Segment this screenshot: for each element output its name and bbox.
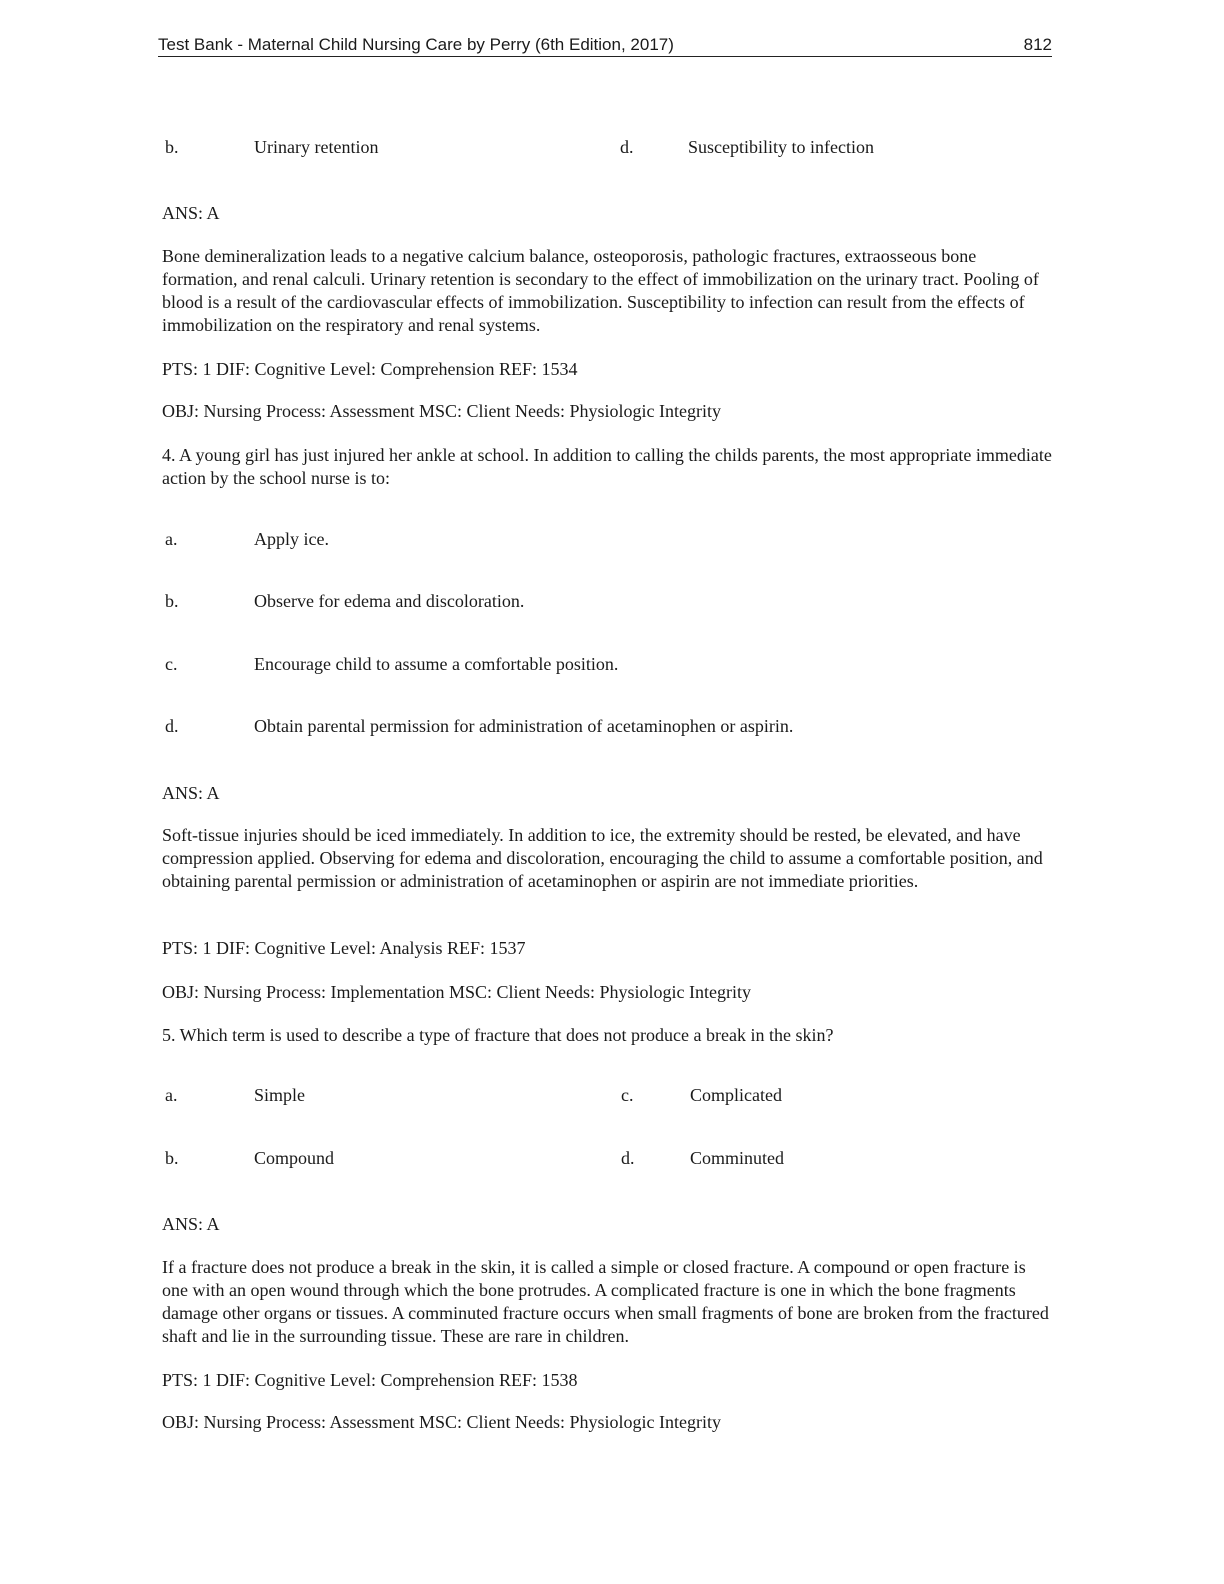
q3-objective: OBJ: Nursing Process: Assessment MSC: Client Needs: Physiologic Integrity: [162, 401, 722, 421]
q5-option-letter-d: d.: [621, 1148, 635, 1168]
q3-answer: ANS: A: [162, 203, 220, 223]
q3-option-letter-b: b.: [165, 137, 179, 157]
q4-objective: OBJ: Nursing Process: Implementation MSC: Client Needs: Physiologic Integrity: [162, 982, 751, 1002]
q5-option-text-d: Comminuted: [690, 1148, 784, 1168]
q4-option-letter-a: a.: [165, 529, 178, 549]
q5-question: 5. Which term is used to describe a type of fracture that does not produce a break in the skin?: [162, 1025, 834, 1045]
q4-option-text-a: Apply ice.: [254, 529, 329, 549]
q4-option-letter-b: b.: [165, 591, 179, 611]
q3-option-letter-d: d.: [620, 137, 634, 157]
q3-rationale: Bone demineralization leads to a negative calcium balance, osteoporosis, pathologic fractures, extraosseous bone formation, and renal calculi. Urinary retention is secondary to the effect of immobilization on the urinary tract. Pooling of blood is a result of the cardiovascular effects of immobilization. Susceptibility to infection can result from the effects of immobilization on the respiratory and renal systems.: [162, 246, 1039, 335]
q5-answer: ANS: A: [162, 1214, 220, 1234]
q4-option-text-b: Observe for edema and discoloration.: [254, 591, 525, 611]
q5-objective: OBJ: Nursing Process: Assessment MSC: Client Needs: Physiologic Integrity: [162, 1412, 722, 1432]
q5-points: PTS: 1 DIF: Cognitive Level: Comprehension REF: 1538: [162, 1370, 578, 1390]
q5-option-letter-b: b.: [165, 1148, 179, 1168]
q4-option-text-c: Encourage child to assume a comfortable position.: [254, 654, 619, 674]
q5-option-letter-c: c.: [621, 1085, 634, 1105]
q4-answer: ANS: A: [162, 783, 220, 803]
q5-option-text-b: Compound: [254, 1148, 335, 1168]
q3-option-text-d: Susceptibility to infection: [688, 137, 874, 157]
q4-option-letter-d: d.: [165, 716, 179, 736]
q3-option-text-b: Urinary retention: [254, 137, 379, 157]
page-number: 812: [1023, 35, 1052, 54]
q4-rationale: Soft-tissue injuries should be iced immediately. In addition to ice, the extremity should be rested, be elevated, and have compression applied. Observing for edema and discoloration, encouraging the child to assume a comfortable position, and obtaining parental permission or administration of acetaminophen or aspirin are not immediate priorities.: [162, 825, 1043, 891]
q4-points: PTS: 1 DIF: Cognitive Level: Analysis REF: 1537: [162, 938, 526, 958]
q5-option-letter-a: a.: [165, 1085, 178, 1105]
q5-option-text-c: Complicated: [690, 1085, 782, 1105]
document-title: Test Bank - Maternal Child Nursing Care by Perry (6th Edition, 2017): [158, 35, 674, 54]
q3-points: PTS: 1 DIF: Cognitive Level: Comprehension REF: 1534: [162, 359, 578, 379]
q5-option-text-a: Simple: [254, 1085, 306, 1105]
q4-option-text-d: Obtain parental permission for administration of acetaminophen or aspirin.: [254, 716, 794, 736]
q4-question: 4. A young girl has just injured her ankle at school. In addition to calling the childs parents, the most appropriate immediate action by the school nurse is to:: [162, 445, 1052, 488]
q5-rationale: If a fracture does not produce a break in the skin, it is called a simple or closed fracture. A compound or open fracture is one with an open wound through which the bone protrudes. A complicated fracture is one in which the bone fragments damage other organs or tissues. A comminuted fracture occurs when small fragments of bone are broken from the fractured shaft and lie in the surrounding tissue. These are rare in children.: [162, 1257, 1049, 1346]
q4-option-letter-c: c.: [165, 654, 178, 674]
page-header: [158, 34, 1052, 57]
